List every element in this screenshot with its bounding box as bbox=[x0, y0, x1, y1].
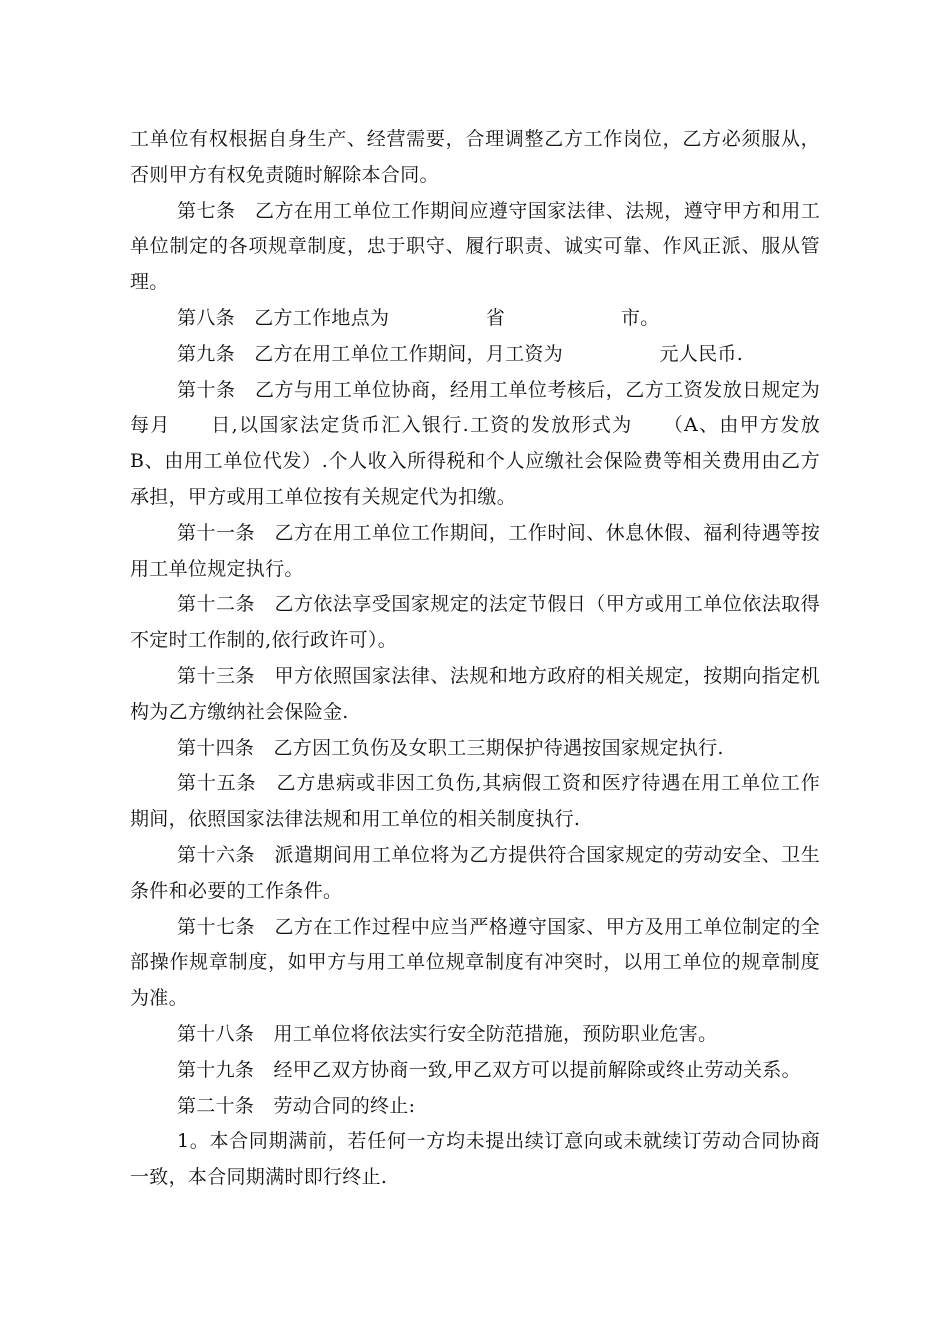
article-12: 第十二条 乙方依法享受国家规定的法定节假日（甲方或用工单位依法取得不定时工作制的,依行政许可）。 bbox=[130, 593, 820, 652]
article-14: 第十四条 乙方因工负伤及女职工三期保护待遇按国家规定执行. bbox=[177, 736, 724, 759]
paragraph-continuation: 工单位有权根据自身生产、经营需要，合理调整乙方工作岗位，乙方必须服从，否则甲方有权免责随时解除本合同。 bbox=[130, 128, 820, 186]
article-9: 第九条 乙方在用工单位工作期间，月工资为 元人民币. bbox=[177, 342, 744, 365]
article-8: 第八条 乙方工作地点为 省 市。 bbox=[177, 306, 660, 329]
article-15: 第十五条 乙方患病或非因工负伤,其病假工资和医疗待遇在用工单位工作期间，依照国家法律法规和用工单位的相关制度执行. bbox=[130, 772, 820, 831]
article-18: 第十八条 用工单位将依法实行安全防范措施，预防职业危害。 bbox=[177, 1022, 718, 1045]
article-13: 第十三条 甲方依照国家法律、法规和地方政府的相关规定，按期向指定机构为乙方缴纳社会保险金. bbox=[130, 664, 820, 723]
article-16: 第十六条 派遣期间用工单位将为乙方提供符合国家规定的劳动安全、卫生条件和必要的工作条件。 bbox=[130, 843, 820, 902]
article-7: 第七条 乙方在用工单位工作期间应遵守国家法律、法规，遵守甲方和用工单位制定的各项规章制度，忠于职守、履行职责、诚实可靠、作风正派、服从管理。 bbox=[130, 199, 820, 294]
article-20-clause-1: 1。本合同期满前，若任何一方均未提出续订意向或未就续订劳动合同协商一致，本合同期满时即行终止. bbox=[130, 1130, 820, 1189]
article-17: 第十七条 乙方在工作过程中应当严格遵守国家、甲方及用工单位制定的全部操作规章制度，如甲方与用工单位规章制度有冲突时，以用工单位的规章制度为准。 bbox=[130, 915, 820, 1010]
article-19: 第十九条 经甲乙双方协商一致,甲乙双方可以提前解除或终止劳动关系。 bbox=[177, 1058, 801, 1081]
article-20: 第二十条 劳动合同的终止: bbox=[177, 1094, 416, 1117]
article-11: 第十一条 乙方在用工单位工作期间，工作时间、休息休假、福利待遇等按用工单位规定执行。 bbox=[130, 521, 820, 580]
contract-body bbox=[130, 122, 840, 1196]
article-10: 第十条 乙方与用工单位协商，经用工单位考核后，乙方工资发放日规定为每月 日,以国家法定货币汇入银行.工资的发放形式为 （A、由甲方发放 B、由用工单位代发）.个人收入所得税和个人应缴社会保险费等相关费用由乙方承担，甲方或用工单位按有关规定代为扣缴。 bbox=[130, 378, 840, 508]
